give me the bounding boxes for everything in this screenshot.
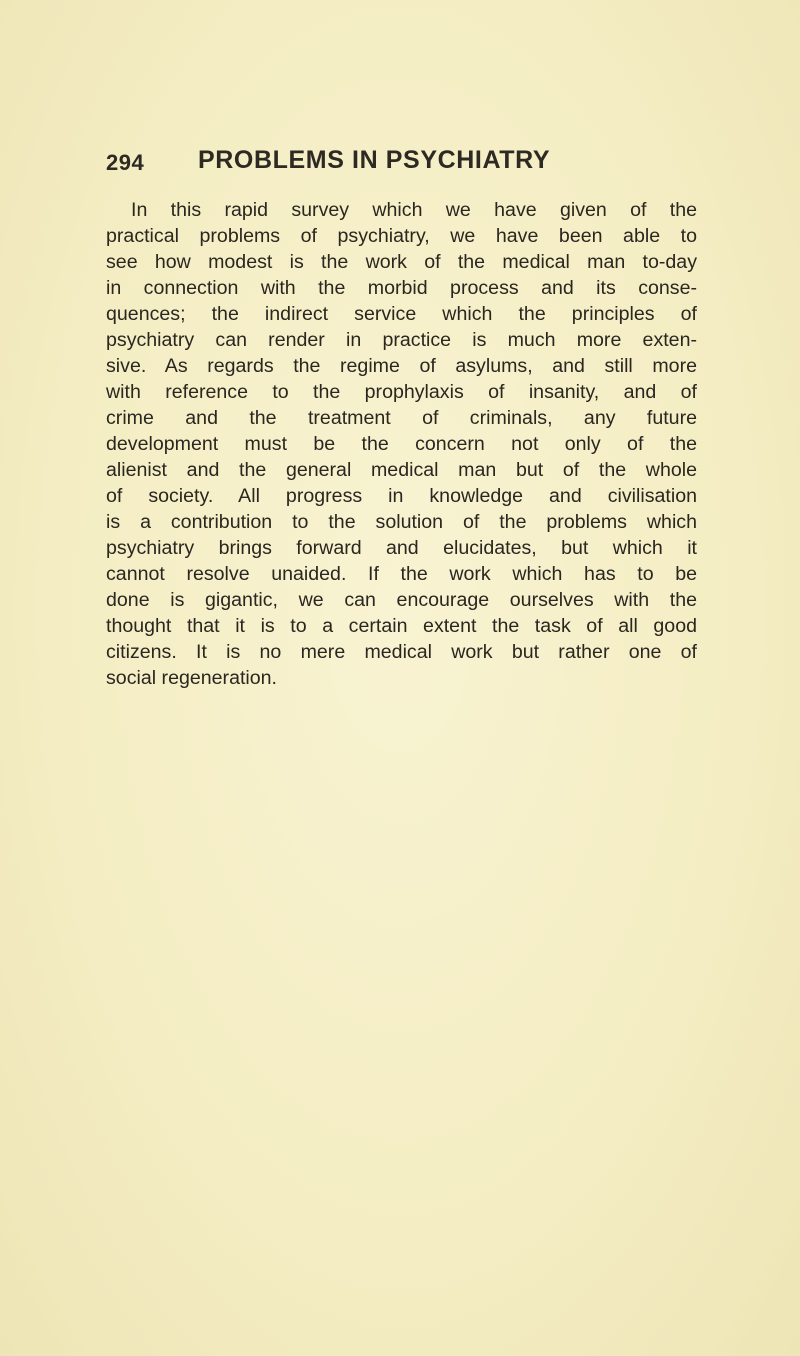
text-line: crime and the treatment of criminals, any future: [106, 407, 697, 429]
text-line: sive. As regards the regime of asylums, and still more: [106, 355, 697, 377]
text-line: in connection with the morbid process and its conse-: [106, 277, 697, 299]
text-line: of society. All progress in knowledge and civilisation: [106, 485, 697, 507]
text-line: In this rapid survey which we have given of the: [131, 199, 697, 221]
page-number: 294: [106, 150, 145, 175]
text-line: thought that it is to a certain extent the task of all good: [106, 615, 697, 637]
text-line: alienist and the general medical man but of the whole: [106, 459, 697, 481]
text-line: see how modest is the work of the medical man to-day: [106, 251, 697, 273]
text-line: social regeneration.: [106, 667, 278, 689]
running-head: [106, 146, 706, 180]
running-title: PROBLEMS IN PSYCHIATRY: [198, 146, 551, 174]
text-line: is a contribution to the solution of the problems which: [106, 511, 697, 533]
text-line: practical problems of psychiatry, we have been able to: [106, 225, 697, 247]
text-line: development must be the concern not only of the: [106, 433, 697, 455]
text-line: psychiatry can render in practice is much more exten-: [106, 329, 697, 351]
text-line: quences; the indirect service which the principles of: [106, 303, 697, 325]
text-line: done is gigantic, we can encourage ourselves with the: [106, 589, 697, 611]
text-line: citizens. It is no mere medical work but rather one of: [106, 641, 697, 663]
text-line: with reference to the prophylaxis of insanity, and of: [106, 381, 697, 403]
text-line: cannot resolve unaided. If the work which has to be: [106, 563, 697, 585]
text-line: psychiatry brings forward and elucidates, but which it: [106, 537, 697, 559]
